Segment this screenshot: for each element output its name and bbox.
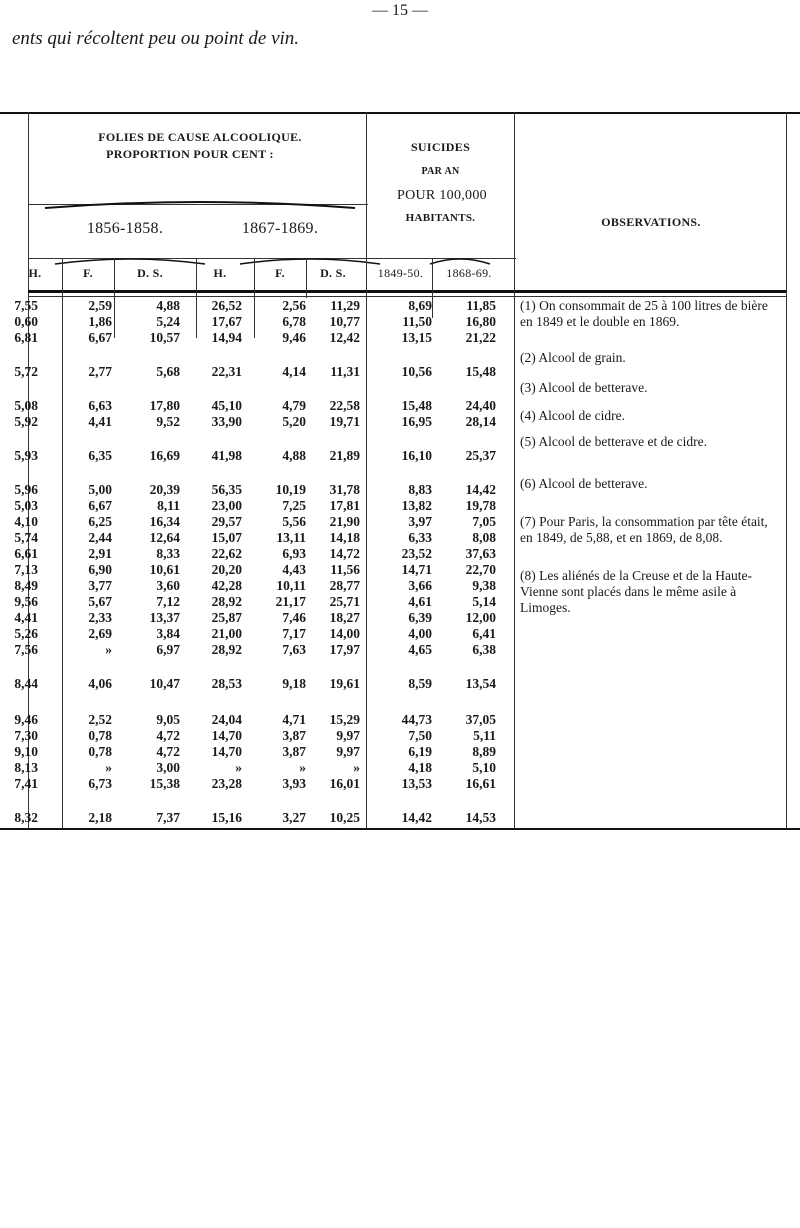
table-cell: 5,96 <box>14 482 38 497</box>
table-cell: 5,68 <box>156 364 180 379</box>
header-suicides-1: SUICIDES <box>410 140 471 154</box>
col-header-h1: H. <box>28 266 42 280</box>
table-cell: 2,56 <box>282 298 306 313</box>
table-cell: 28,53 <box>211 676 242 691</box>
table-cell: 4,72 <box>156 728 180 743</box>
observation-note: (2) Alcool de grain. <box>520 350 626 365</box>
table-cell: » <box>299 760 306 775</box>
divider-suicides-mid <box>432 258 433 318</box>
table-cell: 29,57 <box>211 514 242 529</box>
table-cell: 10,61 <box>149 562 180 577</box>
table-cell: 23,28 <box>211 776 242 791</box>
table-cell: 9,97 <box>336 744 360 759</box>
table-cell: 24,40 <box>465 398 496 413</box>
table-cell: 13,54 <box>465 676 496 691</box>
table-cell: 7,17 <box>282 626 306 641</box>
table-cell: 10,77 <box>329 314 360 329</box>
table-cell: 6,33 <box>408 530 432 545</box>
table-cell: 5,24 <box>156 314 180 329</box>
table-cell: 14,53 <box>465 810 496 825</box>
table-cell: 4,18 <box>408 760 432 775</box>
table-cell: 26,52 <box>211 298 242 313</box>
table-cell: 2,33 <box>88 610 112 625</box>
table-cell: 7,50 <box>408 728 432 743</box>
table-cell: 4,41 <box>88 414 112 429</box>
table-cell: 16,10 <box>401 448 432 463</box>
table-cell: 4,61 <box>408 594 432 609</box>
table-cell: 19,78 <box>465 498 496 513</box>
table-cell: 6,90 <box>88 562 112 577</box>
table-cell: 10,56 <box>401 364 432 379</box>
table-cell: 4,10 <box>14 514 38 529</box>
table-cell: 44,73 <box>401 712 432 727</box>
table-cell: 3,00 <box>156 760 180 775</box>
table-right-border <box>786 112 787 828</box>
table-cell: 0,78 <box>88 744 112 759</box>
table-cell: 42,28 <box>211 578 242 593</box>
table-cell: 5,92 <box>14 414 38 429</box>
table-cell: 4,43 <box>282 562 306 577</box>
observation-note: (1) On consommait de 25 à 100 litres de bière en 1849 et le double en 1869. <box>520 298 768 329</box>
header-rule-bottom <box>28 290 786 293</box>
table-cell: 23,00 <box>211 498 242 513</box>
table-cell: 16,95 <box>401 414 432 429</box>
table-cell: 4,06 <box>88 676 112 691</box>
table-cell: 11,85 <box>466 298 496 313</box>
divider-2 <box>114 258 115 338</box>
table-cell: 8,59 <box>408 676 432 691</box>
table-cell: 6,67 <box>88 330 112 345</box>
header-suicides-2: PAR AN <box>421 166 460 177</box>
table-cell: 3,84 <box>156 626 180 641</box>
observation-note: (3) Alcool de betterave. <box>520 380 648 395</box>
table-cell: 8,32 <box>14 810 38 825</box>
table-cell: 28,14 <box>465 414 496 429</box>
column-f-1867 <box>254 298 306 838</box>
table-cell: 11,56 <box>330 562 360 577</box>
table-cell: 14,94 <box>211 330 242 345</box>
table-cell: 5,56 <box>282 514 306 529</box>
table-cell: 7,12 <box>156 594 180 609</box>
table-cell: 6,78 <box>282 314 306 329</box>
table-cell: 22,31 <box>211 364 242 379</box>
table-cell: 6,63 <box>88 398 112 413</box>
table-cell: 6,35 <box>88 448 112 463</box>
table-cell: 11,31 <box>330 364 360 379</box>
table-cell: 1,86 <box>88 314 112 329</box>
table-cell: 5,67 <box>88 594 112 609</box>
table-cell: 6,81 <box>14 330 38 345</box>
table-cell: 5,10 <box>472 760 496 775</box>
table-top-rule <box>0 112 800 114</box>
table-cell: 3,97 <box>408 514 432 529</box>
col-header-h2: H. <box>213 266 227 280</box>
table-cell: 20,20 <box>211 562 242 577</box>
table-cell: 56,35 <box>211 482 242 497</box>
table-cell: 18,27 <box>329 610 360 625</box>
table-cell: 4,71 <box>282 712 306 727</box>
table-cell: 3,27 <box>282 810 306 825</box>
table-cell: 13,37 <box>149 610 180 625</box>
table-cell: 6,97 <box>156 642 180 657</box>
header-suicides-3: POUR 100,000 <box>397 188 487 203</box>
col-header-s1: 1849-50. <box>377 266 424 280</box>
table-cell: 3,60 <box>156 578 180 593</box>
table-cell: 6,38 <box>472 642 496 657</box>
table-cell: 5,26 <box>14 626 38 641</box>
table-cell: 11,50 <box>402 314 432 329</box>
table-cell: 10,11 <box>276 578 306 593</box>
table-cell: 16,69 <box>149 448 180 463</box>
table-cell: 8,89 <box>472 744 496 759</box>
table-cell: 9,38 <box>472 578 496 593</box>
table-cell: 5,93 <box>14 448 38 463</box>
table-cell: 17,81 <box>329 498 360 513</box>
table-cell: 14,70 <box>211 744 242 759</box>
table-cell: 14,42 <box>401 810 432 825</box>
table-cell: 5,20 <box>282 414 306 429</box>
table-cell: 7,63 <box>282 642 306 657</box>
table-cell: 7,13 <box>14 562 38 577</box>
column-suicides-1849 <box>378 298 432 838</box>
table-cell: 2,91 <box>88 546 112 561</box>
table-cell: 15,29 <box>329 712 360 727</box>
table-cell: 8,44 <box>14 676 38 691</box>
table-cell: 4,79 <box>282 398 306 413</box>
table-cell: 22,70 <box>465 562 496 577</box>
table-cell: 22,58 <box>329 398 360 413</box>
table-cell: 28,77 <box>329 578 360 593</box>
table-cell: 12,64 <box>149 530 180 545</box>
column-ds-1867 <box>308 298 360 838</box>
table-cell: 28,92 <box>211 642 242 657</box>
table-cell: 21,90 <box>329 514 360 529</box>
table-cell: 4,88 <box>282 448 306 463</box>
table-cell: 9,05 <box>156 712 180 727</box>
table-cell: 7,41 <box>14 776 38 791</box>
table-cell: 28,92 <box>211 594 242 609</box>
table-cell: 14,70 <box>211 728 242 743</box>
table-cell: 8,33 <box>156 546 180 561</box>
table-cell: 13,53 <box>401 776 432 791</box>
table-cell: 21,00 <box>211 626 242 641</box>
table-cell: 7,37 <box>156 810 180 825</box>
observation-note: (8) Les aliénés de la Creuse et de la Haute-Vienne sont placés dans le même asile à Limoges. <box>520 568 753 615</box>
table-cell: 6,61 <box>14 546 38 561</box>
table-cell: 19,61 <box>329 676 360 691</box>
table-cell: 37,63 <box>465 546 496 561</box>
table-cell: 17,97 <box>329 642 360 657</box>
table-cell: 5,11 <box>473 728 496 743</box>
table-cell: 2,59 <box>88 298 112 313</box>
table-cell: 5,14 <box>472 594 496 609</box>
table-cell: 10,47 <box>149 676 180 691</box>
table-cell: 7,30 <box>14 728 38 743</box>
table-cell: 15,07 <box>211 530 242 545</box>
table-cell: 9,52 <box>156 414 180 429</box>
divider-5 <box>306 258 307 298</box>
table-cell: 15,38 <box>149 776 180 791</box>
column-suicides-1868 <box>440 298 496 838</box>
table-cell: 15,48 <box>401 398 432 413</box>
table-cell: 2,18 <box>88 810 112 825</box>
header-group-main: FOLIES DE CAUSE ALCOOLIQUE. <box>98 130 302 144</box>
observation-note: (7) Pour Paris, la consommation par tête était, en 1849, de 5,88, et en 1869, de 8,08. <box>520 514 768 545</box>
table-cell: 24,04 <box>211 712 242 727</box>
swash-ornament-2 <box>50 252 510 266</box>
table-cell: 4,88 <box>156 298 180 313</box>
table-cell: 16,61 <box>465 776 496 791</box>
table-cell: 21,22 <box>465 330 496 345</box>
table-cell: 3,87 <box>282 744 306 759</box>
header-observations: OBSERVATIONS. <box>601 215 701 229</box>
table-cell: 14,18 <box>329 530 360 545</box>
table-cell: 7,56 <box>14 642 38 657</box>
table-cell: 14,71 <box>401 562 432 577</box>
table-cell: 16,80 <box>465 314 496 329</box>
table-cell: 6,19 <box>408 744 432 759</box>
observation-note: (5) Alcool de betterave et de cidre. <box>520 434 708 449</box>
divider-obs <box>514 112 515 828</box>
table-cell: 13,15 <box>401 330 432 345</box>
table-cell: 8,08 <box>472 530 496 545</box>
table-cell: 9,56 <box>14 594 38 609</box>
table-cell: 20,39 <box>149 482 180 497</box>
table-cell: 14,00 <box>329 626 360 641</box>
table-cell: 33,90 <box>211 414 242 429</box>
table-cell: 25,37 <box>465 448 496 463</box>
col-header-ds1: D. S. <box>137 266 163 280</box>
table-cell: 25,71 <box>329 594 360 609</box>
swash-ornament-1 <box>40 198 360 212</box>
table-cell: 17,67 <box>211 314 242 329</box>
column-ds-1856 <box>118 298 180 838</box>
table-cell: 8,83 <box>408 482 432 497</box>
table-cell: 45,10 <box>211 398 242 413</box>
table-cell: 10,19 <box>275 482 306 497</box>
table-cell: 4,00 <box>408 626 432 641</box>
header-group-sub: PROPORTION POUR CENT : <box>106 147 274 161</box>
table-cell: 16,01 <box>329 776 360 791</box>
table-cell: 8,49 <box>14 578 38 593</box>
page-number: — 15 — <box>372 2 428 19</box>
table-cell: 9,97 <box>336 728 360 743</box>
table-cell: 6,73 <box>88 776 112 791</box>
table-cell: 25,87 <box>211 610 242 625</box>
table-cell: 4,65 <box>408 642 432 657</box>
table-cell: 21,17 <box>275 594 306 609</box>
header-period-1: 1856-1858. <box>86 220 164 237</box>
table-cell: 37,05 <box>465 712 496 727</box>
col-header-s2: 1868-69. <box>446 266 492 280</box>
table-cell: 0,60 <box>14 314 38 329</box>
col-header-f1: F. <box>83 266 93 280</box>
table-cell: 5,00 <box>88 482 112 497</box>
table-cell: 6,67 <box>88 498 112 513</box>
table-cell: 4,14 <box>282 364 306 379</box>
table-cell: 12,00 <box>465 610 496 625</box>
table-cell: 15,16 <box>211 810 242 825</box>
column-h-1856 <box>0 298 38 838</box>
table-cell: 3,66 <box>408 578 432 593</box>
observation-note: (6) Alcool de betterave. <box>520 476 648 491</box>
column-h-1867 <box>190 298 242 838</box>
col-header-ds2: D. S. <box>320 266 346 280</box>
table-cell: » <box>105 760 112 775</box>
table-cell: 11,29 <box>330 298 360 313</box>
table-cell: 3,77 <box>88 578 112 593</box>
table-cell: 3,93 <box>282 776 306 791</box>
table-cell: 21,89 <box>329 448 360 463</box>
table-cell: 9,46 <box>282 330 306 345</box>
table-cell: 31,78 <box>329 482 360 497</box>
table-cell: 6,41 <box>472 626 496 641</box>
table-cell: 14,42 <box>465 482 496 497</box>
header-period-2: 1867-1869. <box>241 220 319 237</box>
table-cell: 5,08 <box>14 398 38 413</box>
table-cell: 9,18 <box>282 676 306 691</box>
table-cell: 9,46 <box>14 712 38 727</box>
header-suicides-4: HABITANTS. <box>405 212 476 224</box>
table-cell: 3,87 <box>282 728 306 743</box>
table-cell: 17,80 <box>149 398 180 413</box>
table-cell: 7,55 <box>14 298 38 313</box>
table-cell: 22,62 <box>211 546 242 561</box>
table-cell: 2,44 <box>88 530 112 545</box>
table-cell: » <box>353 760 360 775</box>
table-cell: 2,52 <box>88 712 112 727</box>
table-cell: 0,78 <box>88 728 112 743</box>
table-cell: 16,34 <box>149 514 180 529</box>
table-cell: 6,39 <box>408 610 432 625</box>
table-cell: 6,93 <box>282 546 306 561</box>
table-cell: 8,69 <box>408 298 432 313</box>
table-cell: 5,03 <box>14 498 38 513</box>
col-header-f2: F. <box>275 266 285 280</box>
table-cell: 7,46 <box>282 610 306 625</box>
observation-note: (4) Alcool de cidre. <box>520 408 625 423</box>
table-cell: 4,72 <box>156 744 180 759</box>
table-cell: 8,11 <box>157 498 180 513</box>
table-cell: 10,25 <box>329 810 360 825</box>
table-cell: 15,48 <box>465 364 496 379</box>
table-cell: 13,11 <box>276 530 306 545</box>
table-cell: 10,57 <box>149 330 180 345</box>
table-cell: 14,72 <box>329 546 360 561</box>
table-cell: 12,42 <box>329 330 360 345</box>
table-cell: » <box>105 642 112 657</box>
table-cell: 4,41 <box>14 610 38 625</box>
table-cell: 2,69 <box>88 626 112 641</box>
table-cell: 13,82 <box>401 498 432 513</box>
table-cell: 7,25 <box>282 498 306 513</box>
table-cell: 9,10 <box>14 744 38 759</box>
table-cell: 6,25 <box>88 514 112 529</box>
table-cell: 2,77 <box>88 364 112 379</box>
header-rule-bottom-thin <box>28 296 786 297</box>
page-caption: ents qui récoltent peu ou point de vin. <box>12 28 300 49</box>
table-cell: 7,05 <box>472 514 496 529</box>
table-cell: 23,52 <box>401 546 432 561</box>
table-cell: 5,72 <box>14 364 38 379</box>
divider-suicides-left <box>366 112 367 828</box>
table-cell: 8,13 <box>14 760 38 775</box>
table-cell: 19,71 <box>329 414 360 429</box>
table-cell: 5,74 <box>14 530 38 545</box>
table-cell: » <box>235 760 242 775</box>
column-f-1856 <box>60 298 112 838</box>
table-cell: 41,98 <box>211 448 242 463</box>
